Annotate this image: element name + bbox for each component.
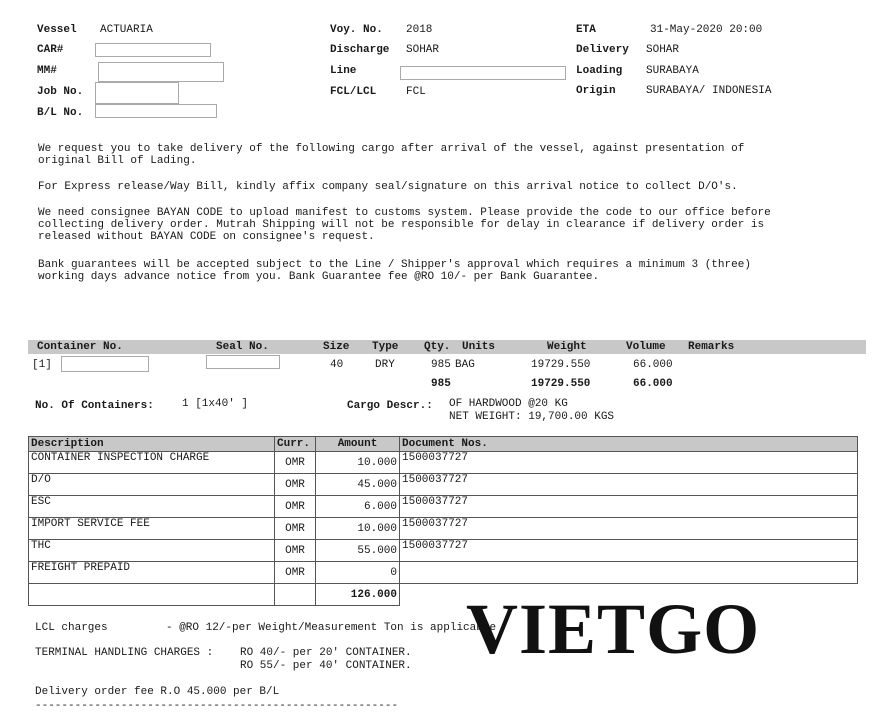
loading-label: Loading <box>576 65 623 77</box>
mm-label: MM# <box>37 65 57 77</box>
col-container-no: Container No. <box>37 341 123 353</box>
containers-value: 1 [1x40' ] <box>182 398 249 410</box>
charge-doc <box>400 562 858 584</box>
charges-col-curr: Curr. <box>275 437 316 452</box>
vessel-label: Vessel <box>37 24 77 36</box>
bl-label: B/L No. <box>37 107 84 119</box>
container-weight: 19729.550 <box>531 359 591 371</box>
charge-description: THC <box>29 540 275 562</box>
charge-doc: 1500037727 <box>400 540 858 562</box>
fcl-label: FCL/LCL <box>330 86 377 98</box>
charge-description: D/O <box>29 474 275 496</box>
charge-doc: 1500037727 <box>400 518 858 540</box>
do-fee-text: Delivery order fee R.O 45.000 per B/L <box>35 686 280 698</box>
table-row <box>29 496 858 518</box>
charge-amount: 0 <box>316 562 400 584</box>
paragraph-express-release: For Express release/Way Bill, kindly affix company seal/signature on this arrival notice to collect D/O's. <box>38 181 738 193</box>
delivery-label: Delivery <box>576 44 629 56</box>
table-row <box>29 474 858 496</box>
charge-curr: OMR <box>275 496 316 518</box>
loading-value: SURABAYA <box>646 65 699 77</box>
charges-col-docs: Document Nos. <box>400 437 858 452</box>
mm-field[interactable] <box>98 62 224 82</box>
delivery-value: SOHAR <box>646 44 680 56</box>
bl-field[interactable] <box>95 104 217 118</box>
line-label: Line <box>330 65 357 77</box>
col-volume: Volume <box>626 341 666 353</box>
col-remarks: Remarks <box>688 341 735 353</box>
table-row <box>29 518 858 540</box>
job-label: Job No. <box>37 86 84 98</box>
charges-total: 126.000 <box>316 584 400 606</box>
containers-label: No. Of Containers: <box>35 400 154 412</box>
charges-col-amount: Amount <box>316 437 400 452</box>
charge-description: ESC <box>29 496 275 518</box>
car-label: CAR# <box>37 44 64 56</box>
paragraph-bank-guarantee: Bank guarantees will be accepted subject to the Line / Shipper's approval which requires a minimum 3 (three) working days advance notice from you. Bank Guarantee fee @RO 10/- per Bank Guarantee. <box>38 259 751 283</box>
cargo-descr-line2: NET WEIGHT: 19,700.00 KGS <box>449 411 615 423</box>
charge-description: IMPORT SERVICE FEE <box>29 518 275 540</box>
paragraph-bayan-code: We need consignee BAYAN CODE to upload manifest to customs system. Please provide the code to our office before collecting delivery order. Mutrah Shipping will not be responsible for delay in clearance if delivery order is released without BAYAN CODE on consignee's request. <box>38 207 771 243</box>
cargo-descr-line1: OF HARDWOOD @20 KG <box>449 398 568 410</box>
total-qty: 985 <box>431 378 451 390</box>
col-units: Units <box>462 341 496 353</box>
total-volume: 66.000 <box>633 378 673 390</box>
thc-line1: RO 40/- per 20' CONTAINER. <box>240 647 412 659</box>
total-weight: 19729.550 <box>531 378 591 390</box>
container-volume: 66.000 <box>633 359 673 371</box>
col-type: Type <box>372 341 399 353</box>
origin-label: Origin <box>576 85 616 97</box>
cargo-descr-label: Cargo Descr.: <box>347 400 433 412</box>
col-seal-no: Seal No. <box>216 341 269 353</box>
col-weight: Weight <box>547 341 587 353</box>
voy-label: Voy. No. <box>330 24 383 36</box>
charge-amount: 10.000 <box>316 518 400 540</box>
charge-amount: 55.000 <box>316 540 400 562</box>
vessel-value: ACTUARIA <box>100 24 153 36</box>
discharge-label: Discharge <box>330 44 390 56</box>
charge-amount: 6.000 <box>316 496 400 518</box>
vietgo-watermark: VIETGO <box>466 589 761 669</box>
total-blank <box>29 584 275 606</box>
origin-value: SURABAYA/ INDONESIA <box>646 85 772 97</box>
charge-amount: 10.000 <box>316 452 400 474</box>
lcl-text: - @RO 12/-per Weight/Measurement Ton is applicable <box>166 622 497 634</box>
charges-header-row <box>29 437 858 452</box>
container-no-field[interactable] <box>61 356 149 372</box>
thc-line2: RO 55/- per 40' CONTAINER. <box>240 660 412 672</box>
seal-no-field[interactable] <box>206 355 280 369</box>
charge-curr: OMR <box>275 452 316 474</box>
col-size: Size <box>323 341 350 353</box>
fcl-value: FCL <box>406 86 426 98</box>
charge-doc: 1500037727 <box>400 496 858 518</box>
charge-doc: 1500037727 <box>400 452 858 474</box>
col-qty: Qty. <box>424 341 451 353</box>
car-field[interactable] <box>95 43 211 57</box>
paragraph-delivery-request: We request you to take delivery of the following cargo after arrival of the vessel, against presentation of original Bill of Lading. <box>38 143 745 167</box>
voy-value: 2018 <box>406 24 433 36</box>
eta-label: ETA <box>576 24 596 36</box>
charge-description: CONTAINER INSPECTION CHARGE <box>29 452 275 474</box>
container-units: BAG <box>455 359 475 371</box>
lcl-label: LCL charges <box>35 622 108 634</box>
container-row-index: [1] <box>32 359 52 371</box>
table-row <box>29 562 858 584</box>
table-row <box>29 452 858 474</box>
thc-label: TERMINAL HANDLING CHARGES : <box>35 647 214 659</box>
charge-curr: OMR <box>275 474 316 496</box>
charge-curr: OMR <box>275 540 316 562</box>
eta-value: 31-May-2020 20:00 <box>650 24 763 36</box>
table-row <box>29 540 858 562</box>
charge-description: FREIGHT PREPAID <box>29 562 275 584</box>
charge-amount: 45.000 <box>316 474 400 496</box>
charge-curr: OMR <box>275 518 316 540</box>
dashed-rule: ------------------------------------------------------- <box>35 700 399 712</box>
container-size: 40 <box>330 359 344 371</box>
container-qty: 985 <box>431 359 451 371</box>
charge-doc: 1500037727 <box>400 474 858 496</box>
total-blank-curr <box>275 584 316 606</box>
charge-curr: OMR <box>275 562 316 584</box>
charges-col-description: Description <box>29 437 275 452</box>
job-field[interactable] <box>95 82 179 104</box>
container-type: DRY <box>375 359 395 371</box>
charges-table <box>28 436 858 606</box>
line-field[interactable] <box>400 66 566 80</box>
discharge-value: SOHAR <box>406 44 440 56</box>
